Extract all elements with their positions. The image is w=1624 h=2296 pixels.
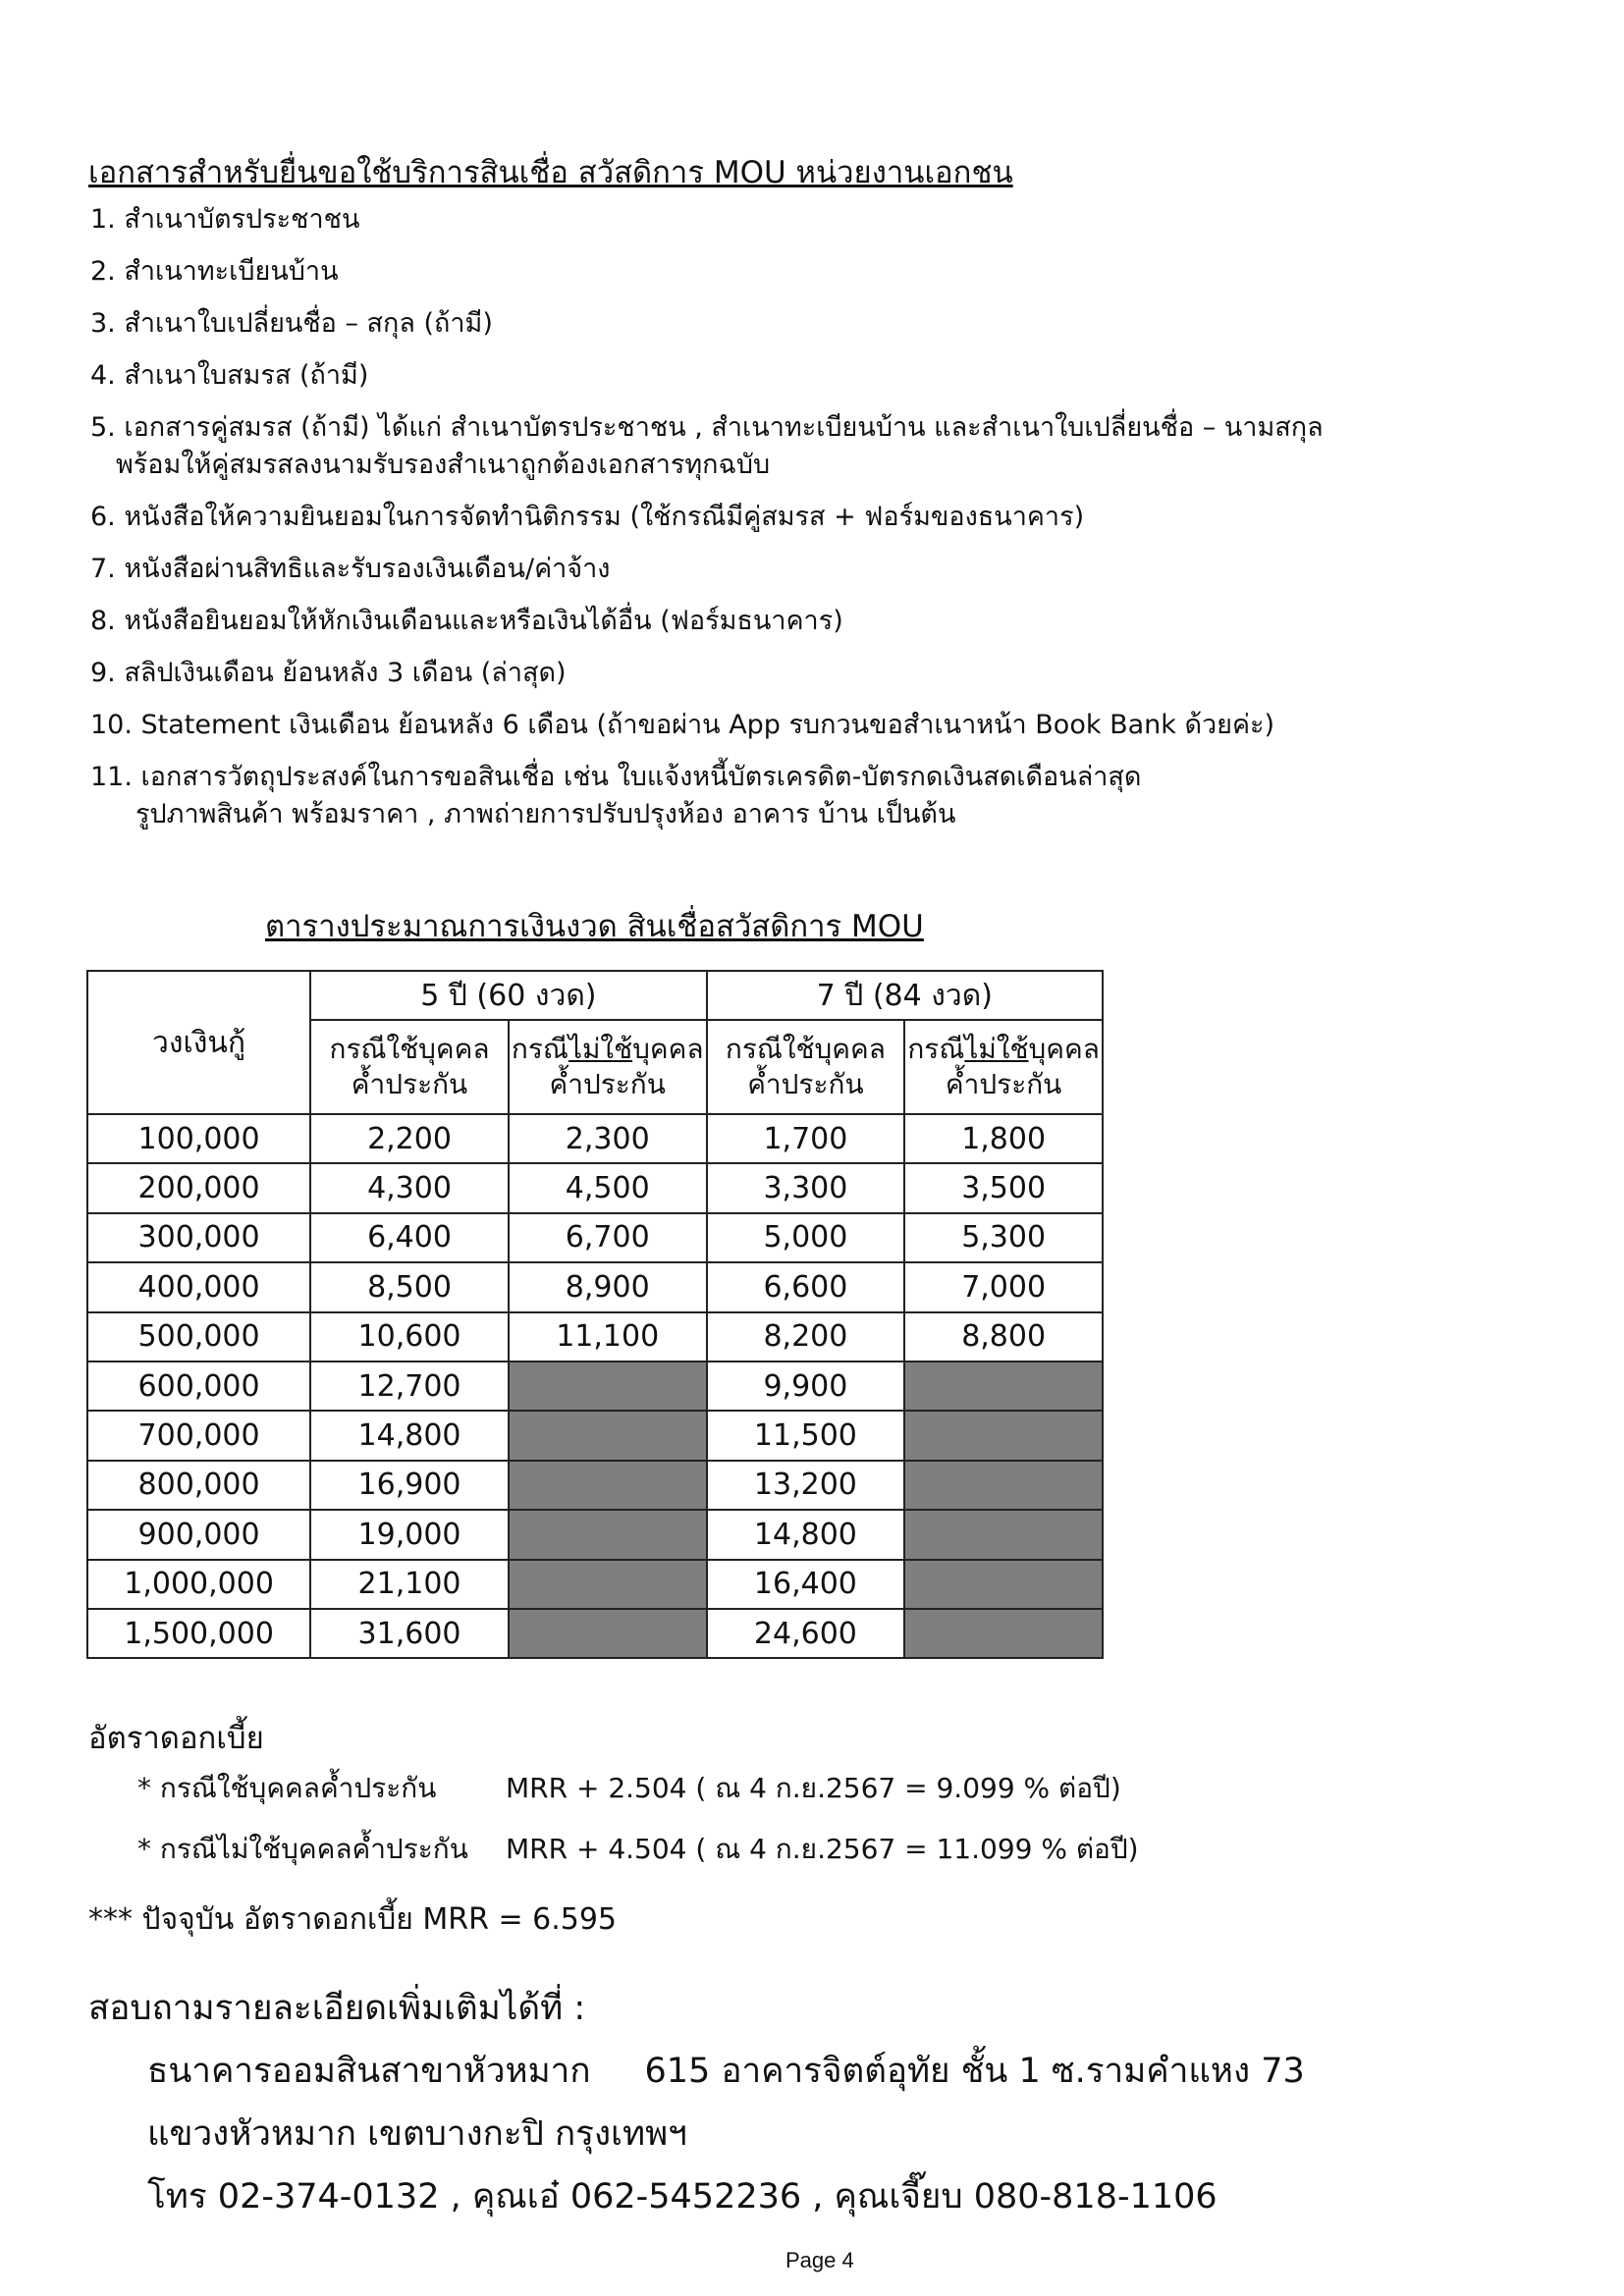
requirement-item: [90, 409, 1324, 484]
installment-cell: [509, 1461, 707, 1510]
loan-amount-cell: 900,000: [87, 1510, 310, 1559]
page-number: Page 4: [785, 2248, 854, 2272]
loan-amount-cell: 700,000: [87, 1411, 310, 1460]
installment-cell: [509, 1362, 707, 1411]
loan-amount-cell: 100,000: [87, 1114, 310, 1163]
requirement-text: 2. สำเนาทะเบียนบ้าน: [90, 256, 339, 287]
installment-cell: 24,600: [707, 1609, 905, 1658]
interest-rate-heading: อัตราดอกเบี้ย: [88, 1721, 264, 1756]
no-guarantor-header-7: กรณีไม่ใช้บุคคล ค้ำประกัน: [904, 1020, 1103, 1114]
requirement-continuation: พร้อมให้คู่สมรสลงนามรับรองสำเนาถูกต้องเอกสารทุกฉบับ: [116, 450, 771, 480]
installment-cell: 19,000: [310, 1510, 509, 1559]
rate-case: * กรณีไม่ใช้บุคคลค้ำประกัน: [137, 1833, 468, 1865]
installment-cell: 2,300: [509, 1114, 707, 1163]
installment-cell: 12,700: [310, 1362, 509, 1411]
contact-phone: โทร 02-374-0132 , คุณเอ๋ 062-5452236 , คุณเจี๊ยบ 080-818-1106: [147, 2177, 1218, 2216]
installment-cell: [904, 1609, 1103, 1658]
installment-cell: 11,100: [509, 1312, 707, 1362]
installment-cell: [509, 1510, 707, 1559]
rate-row-guarantor: [137, 1767, 1121, 1810]
table-row: [87, 1461, 1103, 1510]
requirements-list: [90, 201, 1324, 848]
loan-amount-cell: 600,000: [87, 1362, 310, 1411]
rate-value: MRR + 2.504 ( ณ 4 ก.ย.2567 = 9.099 % ต่อปี): [506, 1772, 1121, 1804]
installment-cell: [904, 1560, 1103, 1609]
table-title: ตารางประมาณการเงินงวด สินเชื่อสวัสดิการ MOU: [265, 909, 924, 944]
loan-amount-cell: 400,000: [87, 1262, 310, 1311]
table-row: [87, 1411, 1103, 1460]
installment-cell: 16,900: [310, 1461, 509, 1510]
period-5-header: 5 ปี (60 งวด): [310, 971, 706, 1020]
installment-cell: 14,800: [310, 1411, 509, 1460]
contact-heading: สอบถามรายละเอียดเพิ่มเติมได้ที่ :: [88, 1989, 586, 2028]
installment-cell: 1,700: [707, 1114, 905, 1163]
branch-name: ธนาคารออมสินสาขาหัวหมาก: [147, 2052, 591, 2091]
document-title: เอกสารสำหรับยื่นขอใช้บริการสินเชื่อ สวัสดิการ MOU หน่วยงานเอกชน: [88, 155, 1013, 190]
no-guarantor-header-5: กรณีไม่ใช้บุคคล ค้ำประกัน: [509, 1020, 707, 1114]
branch-address: 615 อาคารจิตต์อุทัย ชั้น 1 ซ.รามคำแหง 73: [644, 2052, 1305, 2091]
requirement-text: 10. Statement เงินเดือน ย้อนหลัง 6 เดือน (ถ้าขอผ่าน App รบกวนขอสำเนาหน้า Book Bank ด้วยค่ะ): [90, 710, 1275, 740]
loan-amount-cell: 1,500,000: [87, 1609, 310, 1658]
installment-cell: 31,600: [310, 1609, 509, 1658]
installment-cell: 4,500: [509, 1163, 707, 1212]
installment-cell: 6,700: [509, 1213, 707, 1262]
requirement-item: [90, 357, 1324, 395]
requirement-item: [90, 551, 1324, 588]
rate-case: * กรณีใช้บุคคลค้ำประกัน: [137, 1772, 437, 1804]
installment-cell: 14,800: [707, 1510, 905, 1559]
requirement-text: 8. หนังสือยินยอมให้หักเงินเดือนและหรือเงินได้อื่น (ฟอร์มธนาคาร): [90, 606, 843, 636]
requirement-text: 9. สลิปเงินเดือน ย้อนหลัง 3 เดือน (ล่าสุด): [90, 658, 567, 688]
installment-cell: [904, 1461, 1103, 1510]
installment-cell: 8,200: [707, 1312, 905, 1362]
installment-cell: 9,900: [707, 1362, 905, 1411]
installment-cell: 7,000: [904, 1262, 1103, 1311]
installment-cell: 6,400: [310, 1213, 509, 1262]
requirement-text: 4. สำเนาใบสมรส (ถ้ามี): [90, 360, 369, 391]
table-row: [87, 1262, 1103, 1311]
requirement-item: [90, 655, 1324, 692]
installment-cell: 3,500: [904, 1163, 1103, 1212]
table-row: [87, 1510, 1103, 1559]
installment-cell: 11,500: [707, 1411, 905, 1460]
table-row: [87, 1163, 1103, 1212]
requirement-text: 11. เอกสารวัตถุประสงค์ในการขอสินเชื่อ เช่น ใบแจ้งหนี้บัตรเครดิต-บัตรกดเงินสดเดือนล่าสุด: [90, 762, 1142, 792]
requirement-text: 1. สำเนาบัตรประชาชน: [90, 204, 360, 235]
loan-amount-cell: 200,000: [87, 1163, 310, 1212]
loan-amount-cell: 1,000,000: [87, 1560, 310, 1609]
installment-cell: 16,400: [707, 1560, 905, 1609]
installment-cell: 1,800: [904, 1114, 1103, 1163]
contact-district: แขวงหัวหมาก เขตบางกะปิ กรุงเทพฯ: [147, 2114, 687, 2154]
installment-cell: [904, 1411, 1103, 1460]
installment-cell: 5,300: [904, 1213, 1103, 1262]
installment-cell: 4,300: [310, 1163, 509, 1212]
installment-cell: 10,600: [310, 1312, 509, 1362]
guarantor-header-5: กรณีใช้บุคคล ค้ำประกัน: [310, 1020, 509, 1114]
table-row: [87, 1362, 1103, 1411]
table-row: [87, 1312, 1103, 1362]
period-7-header: 7 ปี (84 งวด): [707, 971, 1103, 1020]
installment-cell: [509, 1609, 707, 1658]
loan-amount-cell: 300,000: [87, 1213, 310, 1262]
installment-cell: 13,200: [707, 1461, 905, 1510]
installment-cell: 21,100: [310, 1560, 509, 1609]
requirement-item: [90, 707, 1324, 744]
table-row: [87, 1609, 1103, 1658]
loan-amount-cell: 800,000: [87, 1461, 310, 1510]
table-row: [87, 1114, 1103, 1163]
current-mrr: *** ปัจจุบัน อัตราดอกเบี้ย MRR = 6.595: [88, 1902, 618, 1937]
installment-cell: [904, 1362, 1103, 1411]
installment-cell: 8,500: [310, 1262, 509, 1311]
installment-table: [86, 970, 1104, 1659]
table-row: [87, 1213, 1103, 1262]
guarantor-header-7: กรณีใช้บุคคล ค้ำประกัน: [707, 1020, 905, 1114]
installment-cell: 2,200: [310, 1114, 509, 1163]
loan-amount-cell: 500,000: [87, 1312, 310, 1362]
installment-cell: [509, 1411, 707, 1460]
rate-value: MRR + 4.504 ( ณ 4 ก.ย.2567 = 11.099 % ต่อปี): [506, 1833, 1139, 1865]
table-row: [87, 1560, 1103, 1609]
rate-row-no-guarantor: [137, 1828, 1139, 1871]
contact-branch-line: [147, 2044, 1305, 2098]
requirement-item: [90, 253, 1324, 291]
requirement-text: 3. สำเนาใบเปลี่ยนชื่อ – สกุล (ถ้ามี): [90, 308, 493, 339]
installment-cell: 3,300: [707, 1163, 905, 1212]
requirement-text: 5. เอกสารคู่สมรส (ถ้ามี) ได้แก่ สำเนาบัตรประชาชน , สำเนาทะเบียนบ้าน และสำเนาใบเปลี่ยนชื่อ – นามสกุล: [90, 412, 1324, 443]
requirement-item: [90, 201, 1324, 239]
installment-cell: [904, 1510, 1103, 1559]
installment-cell: 5,000: [707, 1213, 905, 1262]
requirement-item: [90, 759, 1324, 833]
amount-header: วงเงินกู้: [87, 971, 310, 1114]
installment-cell: 8,900: [509, 1262, 707, 1311]
installment-cell: 8,800: [904, 1312, 1103, 1362]
requirement-continuation: รูปภาพสินค้า พร้อมราคา , ภาพถ่ายการปรับปรุงห้อง อาคาร บ้าน เป็นต้น: [135, 799, 956, 829]
requirement-item: [90, 305, 1324, 343]
requirement-text: 6. หนังสือให้ความยินยอมในการจัดทำนิติกรรม (ใช้กรณีมีคู่สมรส + ฟอร์มของธนาคาร): [90, 502, 1085, 532]
requirement-text: 7. หนังสือผ่านสิทธิและรับรองเงินเดือน/ค่าจ้าง: [90, 554, 611, 584]
installment-cell: 6,600: [707, 1262, 905, 1311]
installment-cell: [509, 1560, 707, 1609]
table-body: [87, 1114, 1103, 1658]
requirement-item: [90, 603, 1324, 640]
requirement-item: [90, 499, 1324, 536]
